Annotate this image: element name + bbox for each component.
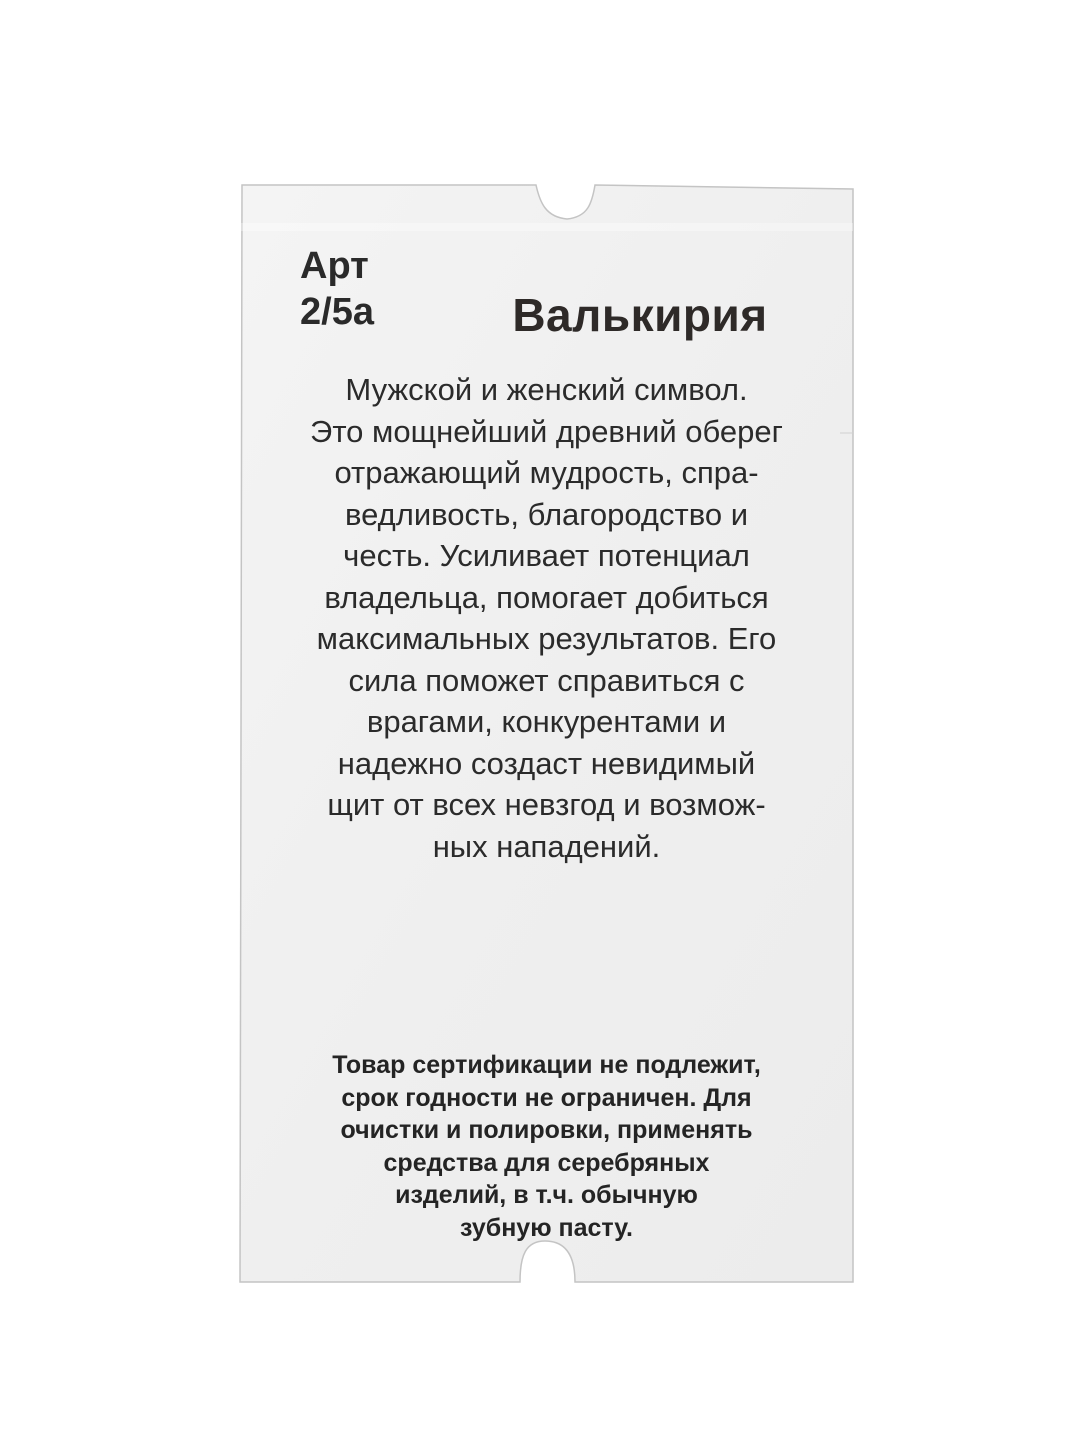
description-line: ведливость, благородство и bbox=[344, 496, 749, 532]
description-line: отражающий мудрость, спра- bbox=[334, 455, 759, 490]
description-line: честь. Усиливает потенциал bbox=[343, 538, 750, 573]
product-tag-card bbox=[240, 183, 853, 1282]
notice-line: срок годности не ограничен. Для bbox=[341, 1083, 752, 1112]
notice-line: Товар сертификации не подлежит, bbox=[332, 1051, 761, 1079]
notice-line: изделий, в т.ч. обычную bbox=[395, 1181, 698, 1209]
product-name: Валькирия bbox=[512, 289, 768, 341]
article-number: 2/5а bbox=[300, 291, 374, 333]
description-line: сила поможет справиться с bbox=[348, 662, 745, 698]
description-line: ных нападений. bbox=[432, 828, 661, 864]
description-line: надежно создаст невидимый bbox=[337, 745, 756, 781]
notice-line: средства для серебряных bbox=[383, 1148, 710, 1177]
article-code bbox=[300, 243, 374, 335]
notice-line: зубную пасту. bbox=[460, 1213, 633, 1242]
card-reflection bbox=[240, 223, 853, 231]
description-line: максимальных результатов. Его bbox=[316, 621, 777, 656]
certification-notice bbox=[260, 1049, 833, 1244]
notice-line: очистки и полировки, применять bbox=[340, 1116, 753, 1144]
description-line: владельца, помогает добиться bbox=[324, 579, 769, 615]
description-line: Это мощнейший древний оберег bbox=[310, 413, 783, 449]
article-label: Арт bbox=[300, 245, 369, 287]
product-description bbox=[260, 369, 833, 867]
description-line: щит от всех невзгод и возмож- bbox=[327, 787, 766, 822]
description-line: Мужской и женский символ. bbox=[345, 372, 748, 407]
description-line: врагами, конкурентами и bbox=[366, 704, 727, 739]
